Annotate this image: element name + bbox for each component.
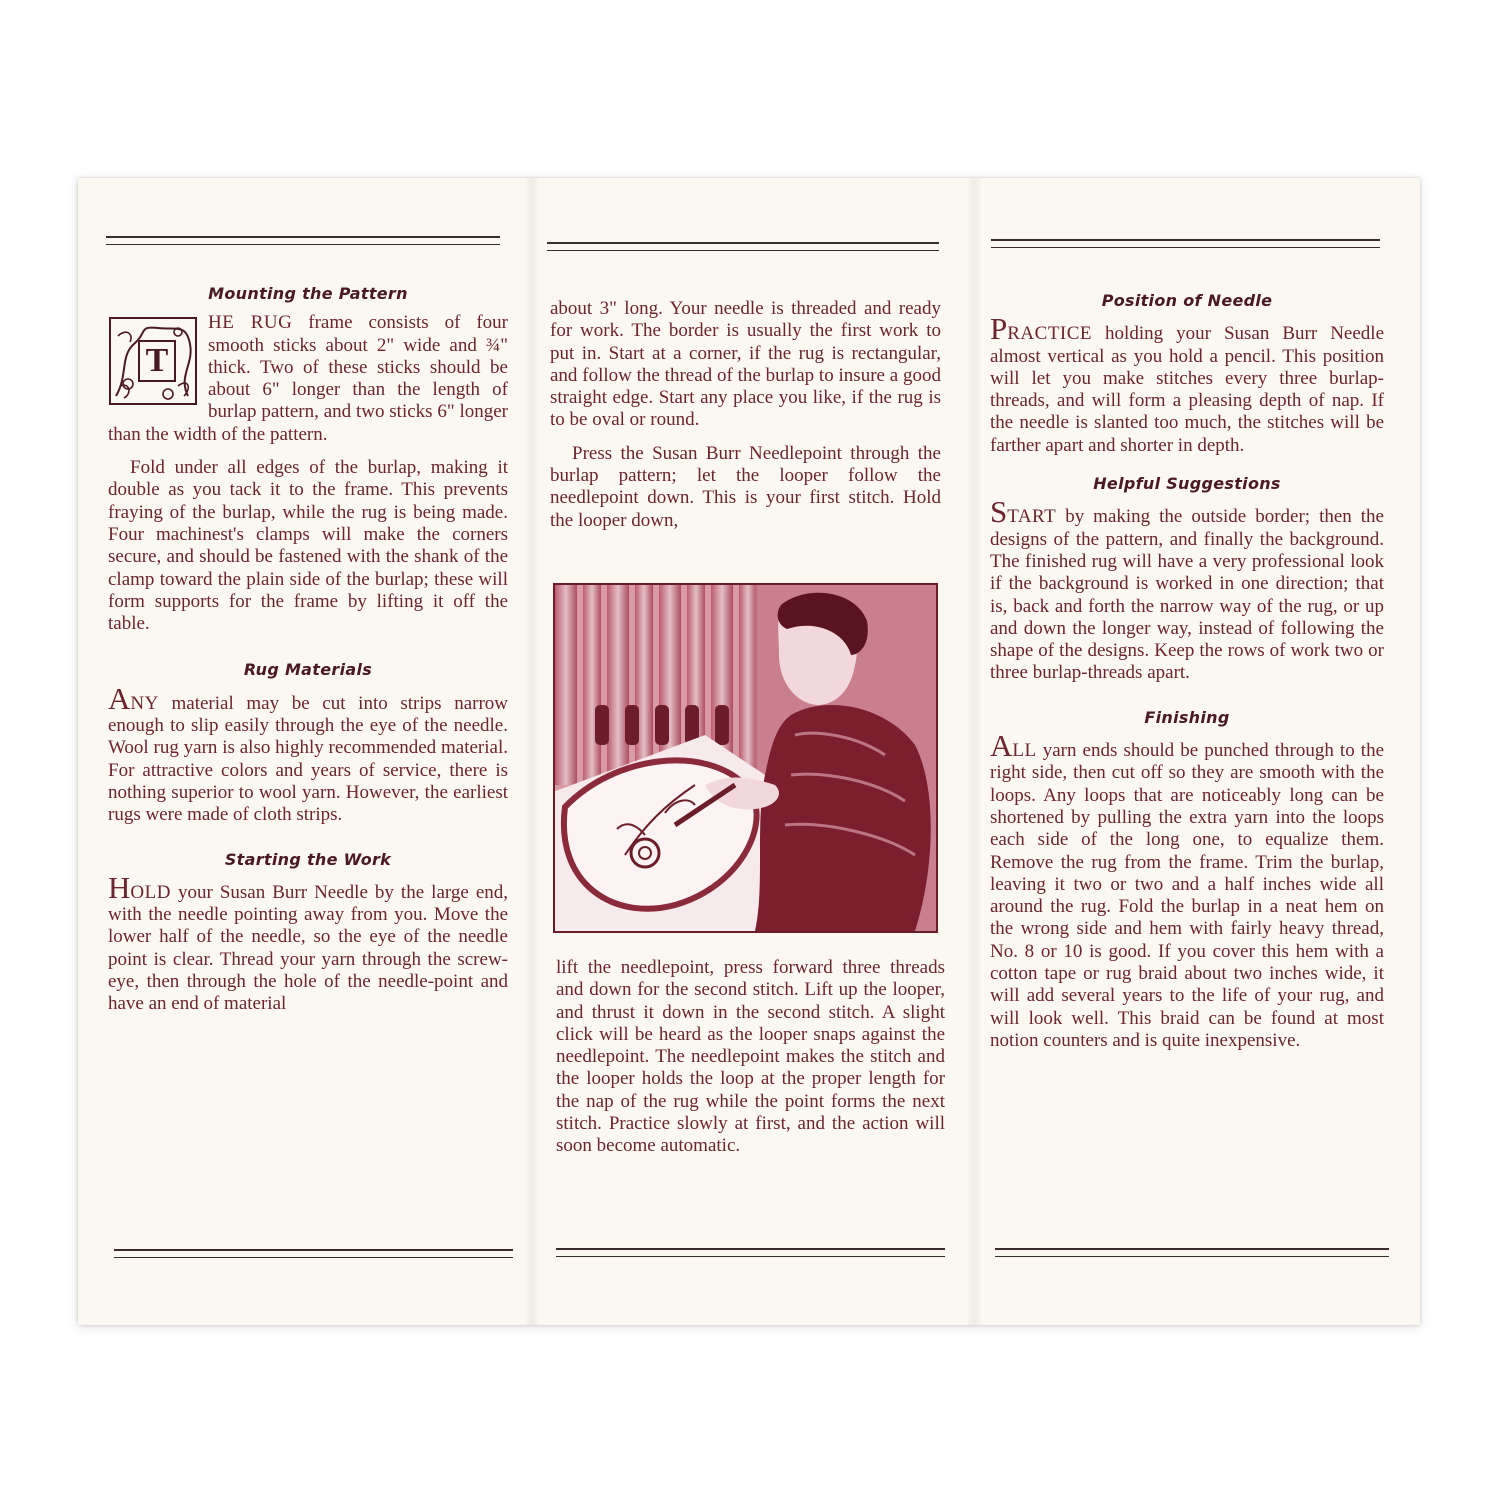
mounting-paragraph-1-text: frame consists of four smooth sticks about 2" wide and ¾" thick. Two of these sticks should be about 6" longer than the length of burlap pattern, and two sticks 6" longer than the width of the pattern.	[108, 312, 508, 445]
column-2	[550, 298, 941, 543]
materials-text: material may be cut into strips narrow enough to slip easily through the eye of the needle. Wool rug yarn is also highly recommended material. For attractive colors and years of service, there is nothing superior to wool yarn. However, the earliest rugs were made of cloth strips.	[108, 692, 508, 826]
finishing-paragraph	[990, 728, 1384, 1052]
finishing-initial: A	[990, 728, 1013, 764]
heading-helpful-suggestions: Helpful Suggestions	[1093, 474, 1281, 494]
position-lead-word: RACTICE	[1007, 323, 1093, 345]
bottom-rule-col2	[556, 1248, 945, 1257]
finishing-text: yarn ends should be punched through to the right side, then cut off so they are smooth with the loops. Any loops that are noticeably long can be shortened by pulling the extra yarn into the loops each side of the long one, to equalize them. Remove the rug from the frame. Trim the burlap, leaving it two or two and a half inches wide all around the rug. Fold the burlap in a neat hem on the wrong side and hem with fairly heavy thread, No. 8 or 10 is good. If you cover this hem with a cotton tape or rug braid about two inches wide, it will add several years to the life of your rug, and will look well. This braid can be found at most notion counters and is quite inexpensive.	[990, 740, 1384, 1051]
mounting-paragraph-1	[108, 312, 508, 446]
helpful-paragraph	[990, 494, 1384, 684]
materials-initial: A	[108, 680, 131, 716]
starting-initial: H	[108, 869, 131, 905]
starting-paragraph	[108, 869, 508, 1016]
col2-paragraph-3: lift the needlepoint, press forward three threads and down for the second stitch. Lift up the looper, and thrust it down in the second stitch. A slight click will be heard as the looper snaps against the needlepoint. The needlepoint makes the stitch and the looper holds the loop at the proper length for the nap of the rug while the point forms the next stitch. Practice slowly at first, and the action will soon become automatic.	[556, 957, 945, 1157]
helpful-initial: S	[990, 494, 1008, 530]
top-rule-col1	[106, 236, 500, 245]
column-1	[108, 283, 508, 1027]
col2-paragraph-1: about 3" long. Your needle is threaded and ready for work. The border is usually the first work to put in. Start at a corner, if the rug is rectangular, and follow the thread of the burlap to insure a good straight edge. Start any place you like, if the rug is to be oval or round.	[550, 298, 941, 431]
fold-crease-right	[966, 178, 982, 1325]
materials-lead-word: NY	[130, 692, 159, 714]
dropcap-letter: T	[138, 340, 176, 382]
mounting-lead-words: HE RUG	[208, 312, 293, 334]
ornamental-dropcap	[108, 316, 198, 406]
helpful-text: by making the outside border; then the designs of the pattern, and finally the background. The finished rug will have a very professional look if the background is worked in one direction; that is, back and forth the narrow way of the rug, or up and down the longer way, instead of following the shape of the designs. Keep the rows of work two or three burlap-threads apart.	[990, 506, 1384, 684]
helpful-lead-word: TART	[1007, 506, 1057, 528]
bottom-rule-col1	[114, 1249, 513, 1258]
fold-crease-left	[524, 178, 540, 1325]
position-text: holding your Susan Burr Needle almost vertical as you hold a pencil. This position will let you make stitches every three burlap-threads, and will form a pleasing depth of nap. If the needle is slanted too much, the stitches will be farther apart and shorter in depth.	[990, 323, 1384, 456]
woman-hooking-rug-image-icon	[555, 585, 936, 931]
position-paragraph	[990, 311, 1384, 457]
heading-mounting-the-pattern: Mounting the Pattern	[208, 284, 408, 303]
materials-paragraph	[108, 680, 508, 827]
position-initial: P	[990, 311, 1008, 347]
heading-position-of-needle: Position of Needle	[1101, 291, 1273, 310]
heading-finishing: Finishing	[1144, 707, 1230, 727]
finishing-lead-word: LL	[1012, 740, 1037, 762]
bottom-rule-col3	[995, 1248, 1389, 1257]
starting-text: your Susan Burr Needle by the large end, with the needle pointing away from you. Move the lower half of the needle, so the eye of the needle point is clear. Thread your yarn through the screw-eye, then through the hole of the needle-point and have an end of material	[108, 881, 508, 1015]
column-2-continued	[556, 957, 945, 1169]
col2-paragraph-2: Press the Susan Burr Needlepoint through the burlap pattern; let the looper follow the needlepoint down. This is your first stitch. Hold the looper down,	[550, 442, 941, 531]
starting-lead-word: OLD	[130, 881, 171, 903]
top-rule-col2	[547, 242, 939, 251]
top-rule-col3	[991, 239, 1380, 248]
mounting-paragraph-2: Fold under all edges of the burlap, making it double as you tack it to the frame. This prevents fraying of the burlap, while the rug is being made. Four machinest's clamps will make the corners secure, and should be fastened with the shank of the clamp toward the plain side of the burlap; these will form supports for the frame by lifting it off the table.	[108, 457, 508, 635]
column-3	[990, 290, 1384, 1063]
heading-starting-the-work: Starting the Work	[224, 849, 392, 869]
photo-woman-hooking-rug	[553, 583, 938, 933]
heading-rug-materials: Rug Materials	[243, 660, 373, 680]
